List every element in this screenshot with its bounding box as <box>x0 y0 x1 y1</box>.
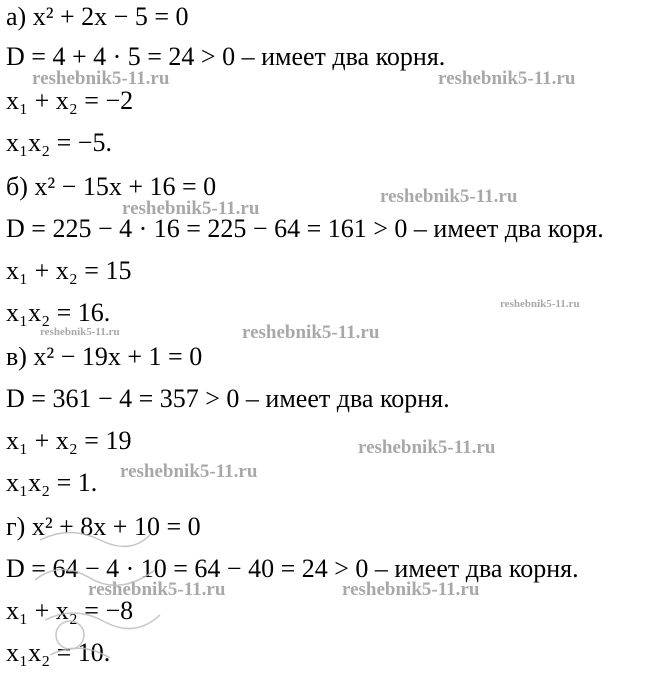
watermark: reshebnik5-11.ru <box>342 579 480 600</box>
line-d-equation: г) x² + 8x + 10 = 0 <box>6 512 201 541</box>
watermark: reshebnik5-11.ru <box>242 322 380 343</box>
line-a-equation: а) x² + 2x − 5 = 0 <box>6 2 189 31</box>
watermark: reshebnik5-11.ru <box>40 326 120 338</box>
watermark: reshebnik5-11.ru <box>380 186 518 207</box>
watermark: reshebnik5-11.ru <box>32 68 170 89</box>
line-a-discriminant: D = 4 + 4 · 5 = 24 > 0 – имеет два корня. <box>6 42 446 71</box>
line-d-discriminant: D = 64 − 4 · 10 = 64 − 40 = 24 > 0 – имеет два корня. <box>6 554 579 583</box>
line-a-product-roots: x₁x₂ = −5. <box>6 128 112 157</box>
line-b-product-roots: x₁x₂ = 16. <box>6 298 111 327</box>
line-b-equation: б) x² − 15x + 16 = 0 <box>6 172 217 201</box>
watermark: reshebnik5-11.ru <box>358 437 496 458</box>
line-c-discriminant: D = 361 − 4 = 357 > 0 – имеет два корня. <box>6 384 450 413</box>
watermark: reshebnik5-11.ru <box>120 461 258 482</box>
line-a-sum-roots: x₁ + x₂ = −2 <box>6 86 134 115</box>
watermark: reshebnik5-11.ru <box>88 579 226 600</box>
watermark: reshebnik5-11.ru <box>122 198 260 219</box>
line-c-product-roots: x₁x₂ = 1. <box>6 468 98 497</box>
line-d-sum-roots: x₁ + x₂ = −8 <box>6 596 134 625</box>
line-b-discriminant: D = 225 − 4 · 16 = 225 − 64 = 161 > 0 – имеет два коря. <box>6 214 604 243</box>
line-b-sum-roots: x₁ + x₂ = 15 <box>6 256 132 285</box>
line-c-equation: в) x² − 19x + 1 = 0 <box>6 342 203 371</box>
line-c-sum-roots: x₁ + x₂ = 19 <box>6 426 132 455</box>
line-d-product-roots: x₁x₂ = 10. <box>6 638 111 667</box>
watermark: reshebnik5-11.ru <box>500 298 580 310</box>
watermark: reshebnik5-11.ru <box>438 68 576 89</box>
